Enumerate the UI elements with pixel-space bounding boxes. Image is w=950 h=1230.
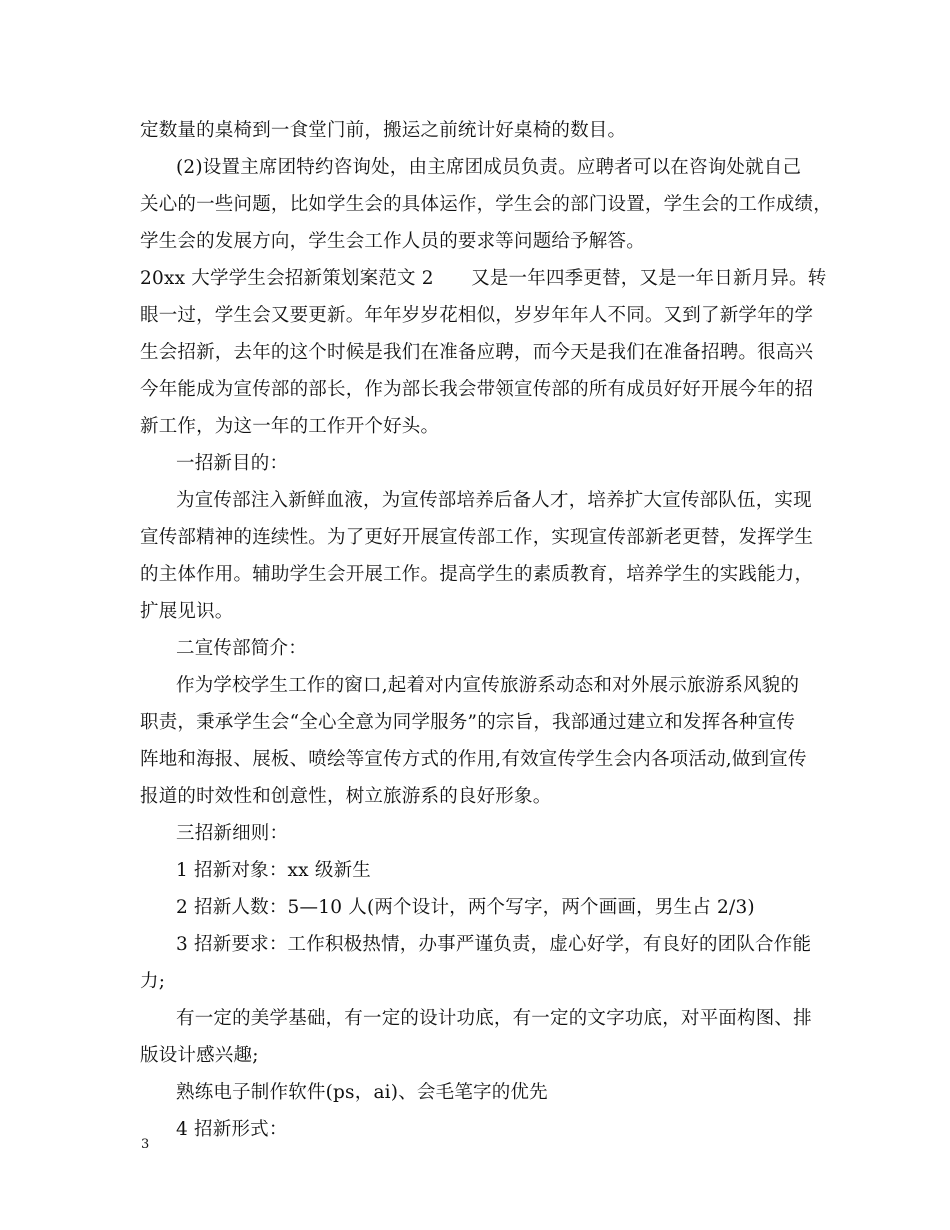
text-line: 关心的一些问题，比如学生会的具体运作，学生会的部门设置，学生会的工作成绩， bbox=[140, 194, 832, 215]
list-item: 1 招新对象：xx 级新生 bbox=[176, 860, 371, 881]
section-heading: 一招新目的： bbox=[176, 453, 289, 474]
text-line: 扩展见识。 bbox=[140, 601, 234, 622]
text-line: 今年能成为宣传部的部长，作为部长我会带领宣传部的所有成员好好开展今年的招 bbox=[140, 379, 814, 400]
text-line: 的主体作用。辅助学生会开展工作。提高学生的素质教育，培养学生的实践能力， bbox=[140, 564, 814, 585]
text-line: 眼一过，学生会又要更新。年年岁岁花相似，岁岁年年人不同。又到了新学年的学 bbox=[140, 305, 814, 326]
list-item: 4 招新形式： bbox=[176, 1119, 288, 1140]
list-item: 3 招新要求：工作积极热情，办事严谨负责，虚心好学，有良好的团队合作能 bbox=[176, 934, 812, 955]
text-line: 20xx 大学学生会招新策划案范文 2 又是一年四季更替，又是一年日新月异。转 bbox=[140, 268, 827, 289]
text-line: 生会招新，去年的这个时候是我们在准备应聘，而今天是我们在准备招聘。很高兴 bbox=[140, 342, 814, 363]
page-number: 3 bbox=[141, 1137, 150, 1152]
text-line: 新工作，为这一年的工作开个好头。 bbox=[140, 416, 440, 437]
text-line: 有一定的美学基础，有一定的设计功底，有一定的文字功底，对平面构图、排 bbox=[176, 1008, 812, 1029]
list-item: 2 招新人数：5—10 人(两个设计，两个写字，两个画画，男生占 2/3) bbox=[176, 897, 755, 918]
document-body bbox=[140, 112, 832, 1148]
section-heading: 三招新细则： bbox=[176, 823, 289, 844]
text-line: (2)设置主席团特约咨询处，由主席团成员负责。应聘者可以在咨询处就自己 bbox=[176, 157, 802, 178]
text-line: 定数量的桌椅到一食堂门前，搬运之前统计好桌椅的数目。 bbox=[140, 120, 627, 141]
text-line: 宣传部精神的连续性。为了更好开展宣传部工作，实现宣传部新老更替，发挥学生 bbox=[140, 527, 814, 548]
text-line: 职责，秉承学生会“全心全意为同学服务”的宗旨，我部通过建立和发挥各种宣传 bbox=[140, 712, 796, 733]
text-line: 力; bbox=[140, 971, 166, 992]
text-line: 版设计感兴趣; bbox=[140, 1045, 259, 1066]
text-line: 阵地和海报、展板、喷绘等宣传方式的作用,有效宣传学生会内各项活动,做到宣传 bbox=[140, 749, 807, 770]
section-heading: 二宣传部简介： bbox=[176, 638, 307, 659]
text-line: 熟练电子制作软件(ps，ai)、会毛笔字的优先 bbox=[176, 1082, 548, 1103]
text-line: 报道的时效性和创意性，树立旅游系的良好形象。 bbox=[140, 786, 552, 807]
text-line: 作为学校学生工作的窗口,起着对内宣传旅游系动态和对外展示旅游系风貌的 bbox=[176, 675, 800, 696]
text-line: 为宣传部注入新鲜血液，为宣传部培养后备人才，培养扩大宣传部队伍，实现 bbox=[176, 490, 812, 511]
text-line: 学生会的发展方向，学生会工作人员的要求等问题给予解答。 bbox=[140, 231, 645, 252]
